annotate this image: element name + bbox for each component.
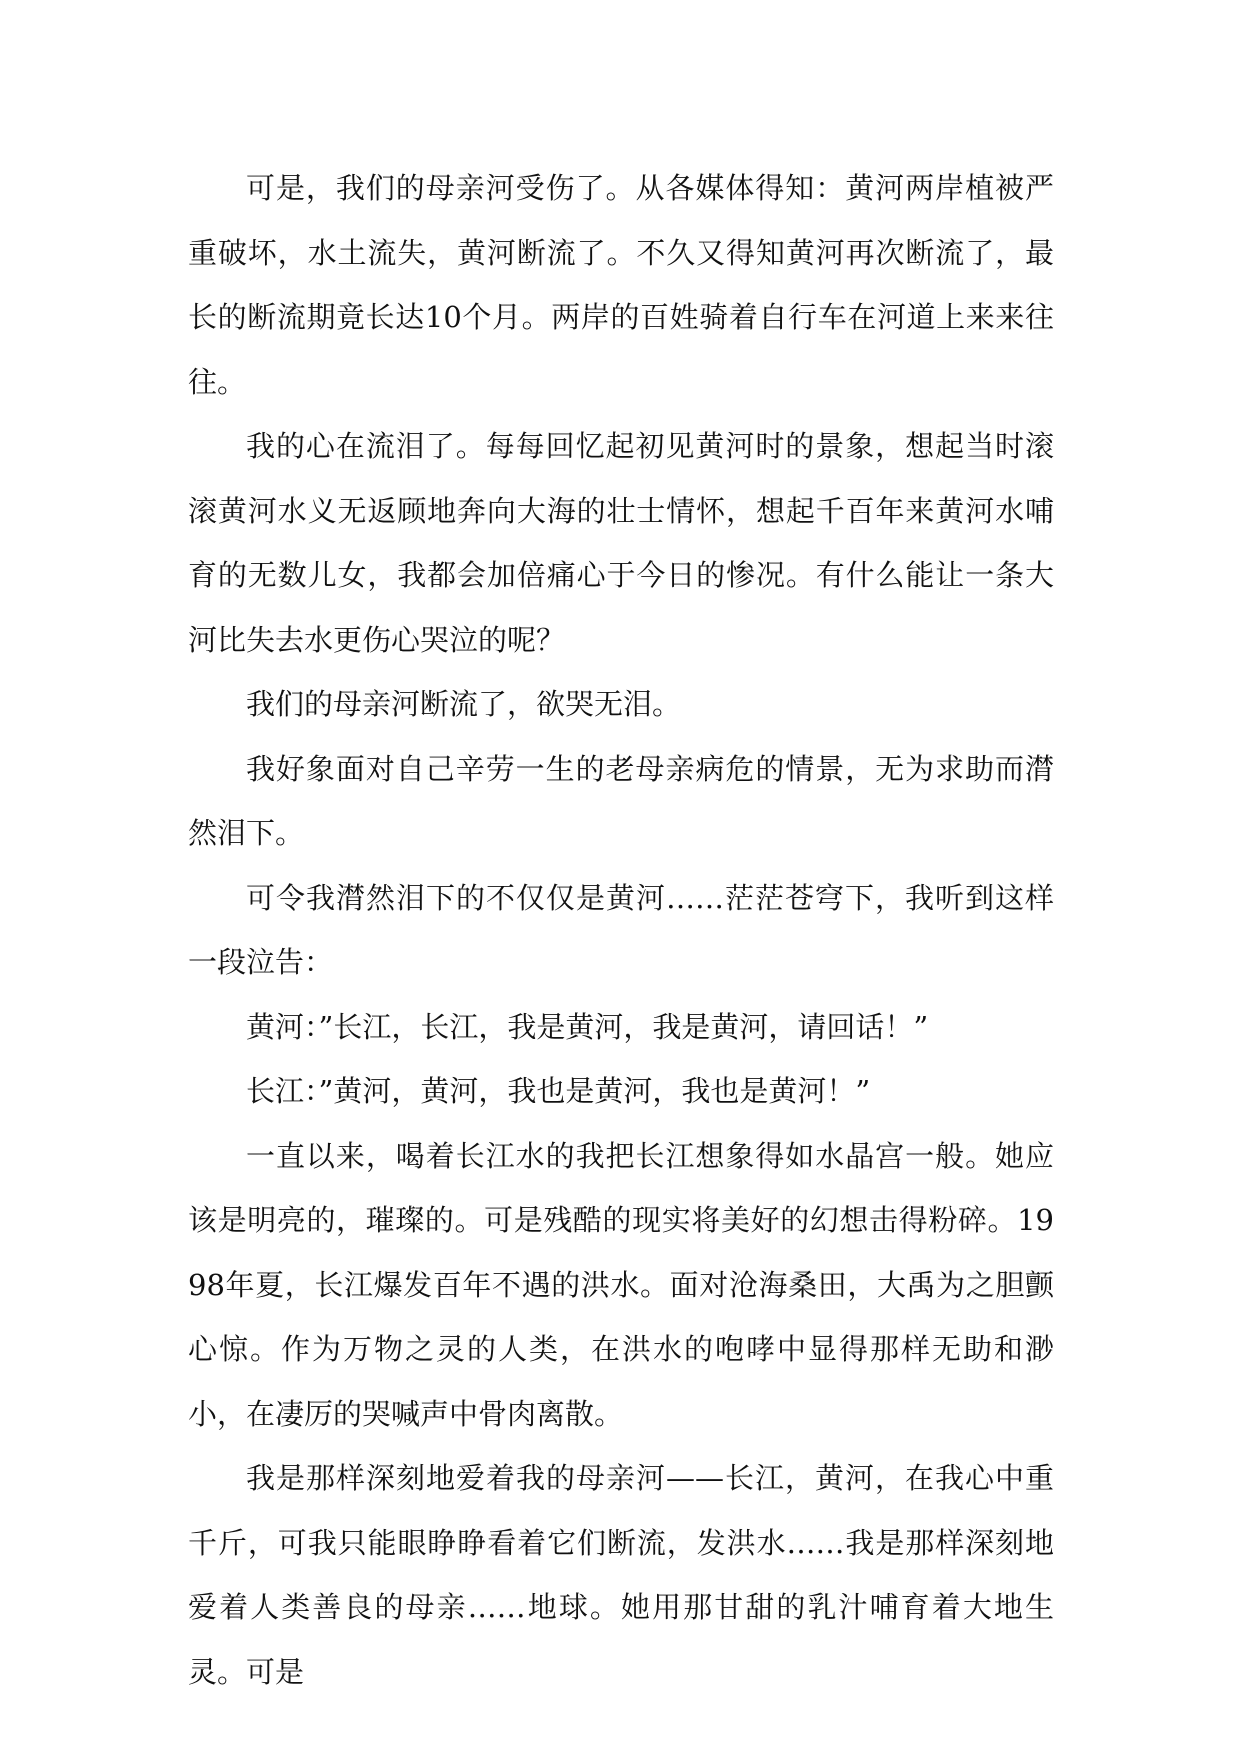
paragraph-8: 一直以来，喝着长江水的我把长江想象得如水晶宫一般。她应该是明亮的，璀璨的。可是残酷的现实将美好的幻想击得粉碎。1998年夏，长江爆发百年不遇的洪水。面对沧海桑田，大禹为之胆颤心惊。作为万物之灵的人类，在洪水的咆哮中显得那样无助和渺小，在凄厉的哭喊声中骨肉离散。 <box>188 1138 1054 1431</box>
paragraph-4: 我好象面对自己辛劳一生的老母亲病危的情景，无为求助而潸然泪下。 <box>188 751 1054 850</box>
dialogue-huanghe: 黄河：”长江，长江，我是黄河，我是黄河，请回话！” <box>246 1009 929 1044</box>
paragraph-3: 我们的母亲河断流了，欲哭无泪。 <box>246 687 682 721</box>
paragraph-2: 我的心在流泪了。每每回忆起初见黄河时的景象，想起当时滚滚黄河水义无返顾地奔向大海的壮士情怀，想起千百年来黄河水哺育的无数儿女，我都会加倍痛心于今日的惨况。有什么能让一条大河比失去水更伤心哭泣的呢？ <box>188 429 1054 657</box>
paragraph-5: 可令我潸然泪下的不仅仅是黄河……茫茫苍穹下，我听到这样一段泣告： <box>188 880 1054 979</box>
paragraph-1: 可是，我们的母亲河受伤了。从各媒体得知：黄河两岸植被严重破坏，水土流失，黄河断流了。不久又得知黄河再次断流了，最长的断流期竟长达10个月。两岸的百姓骑着自行车在河道上来来往往。 <box>188 171 1054 399</box>
paragraph-9: 我是那样深刻地爱着我的母亲河——长江，黄河，在我心中重千斤，可我只能眼睁睁看着它们断流，发洪水……我是那样深刻地爱着人类善良的母亲……地球。她用那甘甜的乳汁哺育着大地生灵。可是 <box>188 1461 1054 1689</box>
dialogue-changjiang: 长江：”黄河，黄河，我也是黄河，我也是黄河！” <box>246 1074 871 1108</box>
article-body <box>188 156 1054 1704</box>
